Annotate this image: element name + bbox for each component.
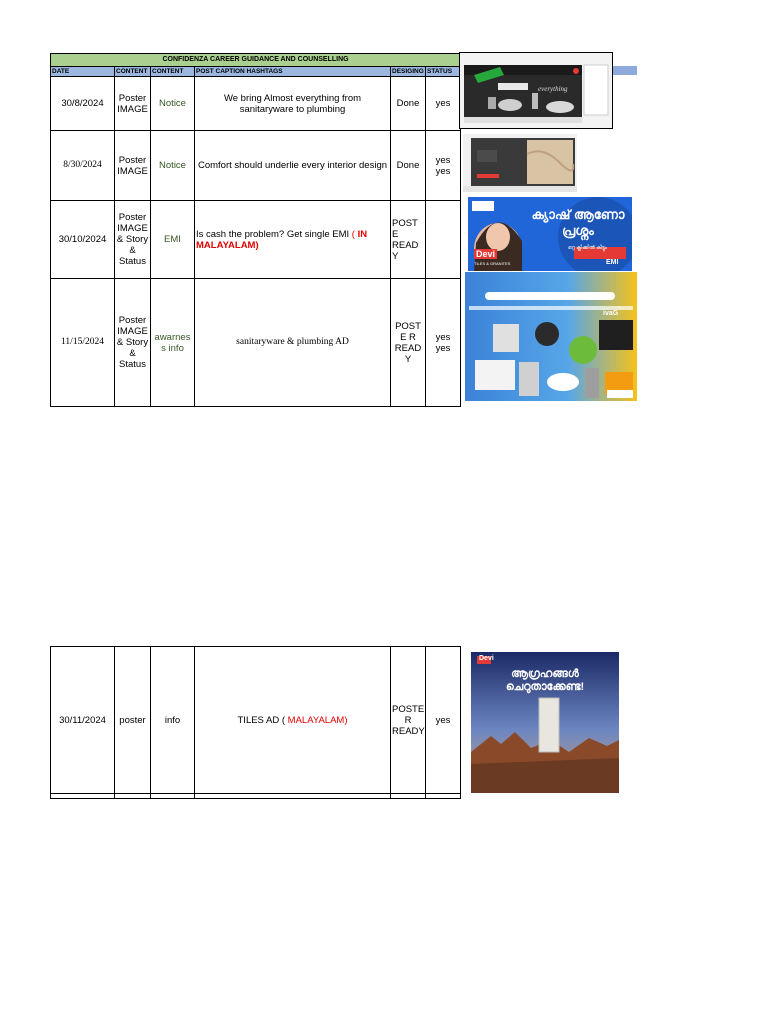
content-calendar-table	[50, 53, 461, 407]
header-status: STATUS	[426, 67, 461, 77]
cell-status: yes	[426, 77, 461, 131]
poster-thumbnail-plumbing	[465, 272, 637, 401]
caption-paren: (	[351, 228, 355, 240]
cell-date: 30/11/2024	[51, 647, 115, 794]
cell-caption	[195, 647, 391, 794]
cell-status: yes yes	[426, 279, 461, 407]
emi-headline: ക്യാഷ് ആണോ പ്രശ്നം	[531, 207, 625, 238]
cell-content: Poster IMAGE & Story & Status	[115, 279, 151, 407]
cell-content: poster	[115, 647, 151, 794]
devi-logo: Devi	[476, 249, 496, 259]
empty-cell	[151, 794, 195, 799]
poster-thumbnail-interior	[463, 134, 577, 192]
poster-word-everything: everything	[538, 85, 568, 93]
tiles-devi-logo: Devi	[479, 655, 494, 662]
emi-subline: ഒറ്റ ക്ലിക്കിൽ കിട്ടും	[568, 245, 607, 251]
cell-design: POSTE R READY	[391, 279, 426, 407]
cell-type: info	[151, 647, 195, 794]
table-row-empty	[51, 794, 461, 799]
cell-date: 11/15/2024	[51, 279, 115, 407]
cell-caption	[195, 201, 391, 279]
poster-thumbnail-emi	[468, 197, 632, 271]
caption-language-tag: IN MALAYALAM)	[196, 228, 368, 251]
header-date: DATE	[51, 67, 115, 77]
cell-date: 30/10/2024	[51, 201, 115, 279]
table-header-row	[51, 67, 461, 77]
caption-text: TILES AD (	[237, 714, 286, 726]
header-caption: POST CAPTION HASHTAGS	[195, 67, 391, 77]
poster-thumbnail-sanitaryware	[459, 52, 613, 129]
cell-status: yes	[426, 647, 461, 794]
content-calendar-table-2	[50, 646, 461, 799]
caption-language-tag: MALAYALAM)	[287, 714, 348, 726]
header-content-type: CONTENT	[151, 67, 195, 77]
tiles-headline: ആഗ്രഹങ്ങൾ ചെറുതാക്കേണ്ട!	[505, 668, 585, 693]
table-title-row	[51, 54, 461, 67]
empty-cell	[391, 794, 426, 799]
cell-status: yes yes	[426, 131, 461, 201]
cell-design: POSTE READY	[391, 201, 426, 279]
cell-content: Poster IMAGE & Story & Status	[115, 201, 151, 279]
cell-design: POSTE R READY	[391, 647, 426, 794]
emi-badge: EMI	[606, 259, 619, 266]
cell-content: Poster IMAGE	[115, 131, 151, 201]
empty-cell	[195, 794, 391, 799]
table-row	[51, 131, 461, 201]
interior-poster-art	[463, 134, 577, 192]
cell-content: Poster IMAGE	[115, 77, 151, 131]
cell-design: Done	[391, 131, 426, 201]
cell-status	[426, 201, 461, 279]
plumbing-poster-art	[465, 272, 637, 401]
empty-cell	[51, 794, 115, 799]
table-title: CONFIDENZA CAREER GUIDANCE AND COUNSELLING	[51, 54, 461, 67]
empty-cell	[426, 794, 461, 799]
table-row	[51, 647, 461, 794]
cell-caption: sanitaryware & plumbing AD	[195, 279, 391, 407]
caption-text: Is cash the problem? Get single EMI	[196, 228, 350, 240]
table-row	[51, 201, 461, 279]
cell-type: Notice	[151, 77, 195, 131]
ivag-logo: ivaG	[603, 310, 619, 317]
sanitaryware-poster-art	[460, 53, 612, 128]
cell-date: 8/30/2024	[51, 131, 115, 201]
empty-cell	[115, 794, 151, 799]
cell-type: awarnes s info	[151, 279, 195, 407]
cell-type: Notice	[151, 131, 195, 201]
cell-date: 30/8/2024	[51, 77, 115, 131]
selection-bar	[612, 66, 637, 75]
table-row	[51, 77, 461, 131]
header-content: CONTENT	[115, 67, 151, 77]
cell-caption: Comfort should underlie every interior design	[195, 131, 391, 201]
cell-caption: We bring Almost everything from sanitaryware to plumbing	[195, 77, 391, 131]
poster-thumbnail-tiles	[471, 652, 619, 793]
devi-logo-sub: TILES & GRANITES	[474, 261, 511, 266]
cell-type: EMI	[151, 201, 195, 279]
header-designing: DESIGING	[392, 67, 424, 75]
table-row	[51, 279, 461, 407]
cell-design: Done	[391, 77, 426, 131]
